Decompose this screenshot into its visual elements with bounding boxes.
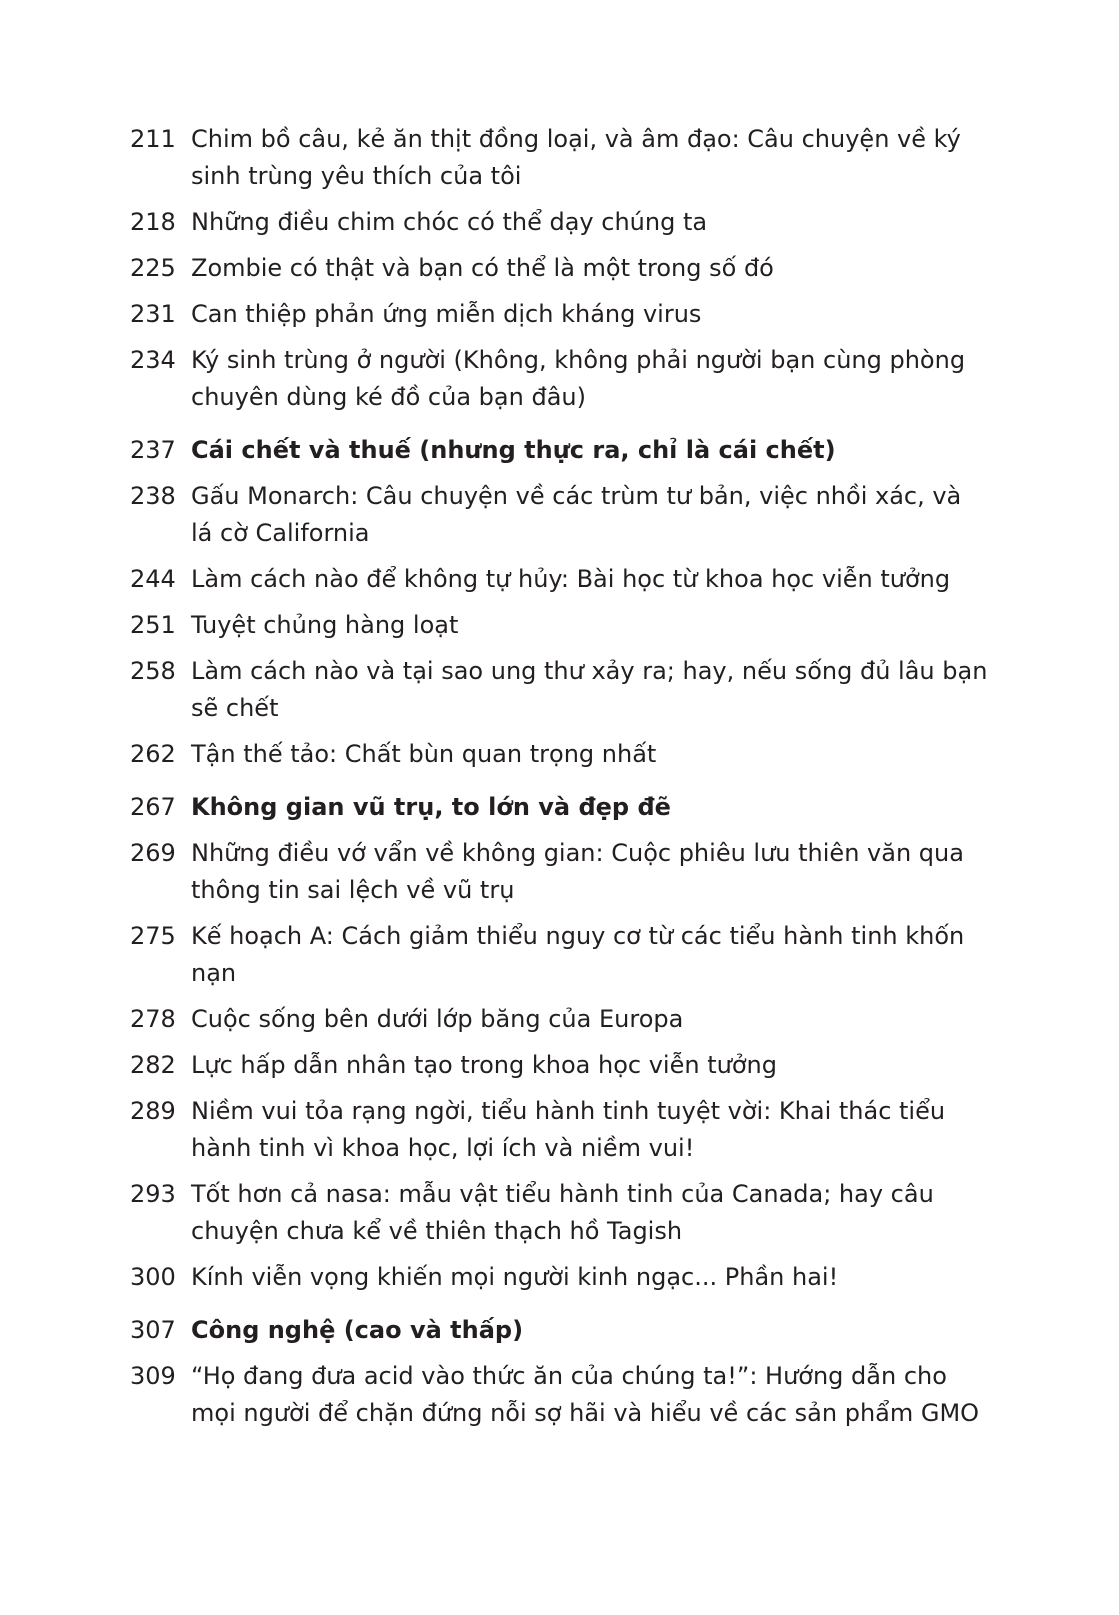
toc-title: Zombie có thật và bạn có thể là một trong số đó: [191, 254, 774, 282]
toc-page-number: 238: [130, 482, 176, 510]
toc-entry: [130, 653, 990, 727]
toc-entry: [130, 204, 990, 241]
toc-title: Kế hoạch A: Cách giảm thiểu nguy cơ từ các tiểu hành tinh khốn nạn: [191, 922, 965, 987]
toc-entry: [130, 1093, 990, 1167]
toc-section-title: Cái chết và thuế (nhưng thực ra, chỉ là cái chết): [191, 436, 836, 464]
table-of-contents: [130, 121, 990, 1441]
toc-title: Tận thế tảo: Chất bùn quan trọng nhất: [191, 740, 657, 768]
toc-page-number: 244: [130, 565, 176, 593]
toc-page-number: 293: [130, 1180, 176, 1208]
toc-title: Tuyệt chủng hàng loạt: [191, 611, 459, 639]
toc-title: Can thiệp phản ứng miễn dịch kháng virus: [191, 300, 702, 328]
toc-entry: [130, 607, 990, 644]
toc-page-number: 262: [130, 740, 176, 768]
toc-title: Những điều chim chóc có thể dạy chúng ta: [191, 208, 708, 236]
toc-page-number: 211: [130, 125, 176, 153]
toc-page-number: 275: [130, 922, 176, 950]
toc-entry: [130, 342, 990, 416]
toc-page-number: 237: [130, 436, 176, 464]
toc-entry: [130, 296, 990, 333]
toc-page-number: 231: [130, 300, 176, 328]
toc-page-number: 218: [130, 208, 176, 236]
toc-entry: [130, 1259, 990, 1296]
toc-entry: [130, 478, 990, 552]
toc-entry: [130, 736, 990, 773]
toc-page-number: 282: [130, 1051, 176, 1079]
toc-section-heading: [130, 789, 990, 826]
toc-page-number: 234: [130, 346, 176, 374]
toc-title: Ký sinh trùng ở người (Không, không phải người bạn cùng phòng chuyên dùng ké đồ của bạn đâu): [191, 346, 966, 411]
toc-page-number: 267: [130, 793, 176, 821]
toc-page-number: 251: [130, 611, 176, 639]
toc-title: Lực hấp dẫn nhân tạo trong khoa học viễn tưởng: [191, 1051, 777, 1079]
toc-entry: [130, 1047, 990, 1084]
toc-page-number: 300: [130, 1263, 176, 1291]
toc-title: “Họ đang đưa acid vào thức ăn của chúng ta!”: Hướng dẫn cho mọi người để chặn đứng nỗi sợ hãi và hiểu về các sản phẩm GMO: [191, 1362, 980, 1427]
toc-page-number: 309: [130, 1362, 176, 1390]
toc-page-number: 307: [130, 1316, 176, 1344]
toc-section-heading: [130, 1312, 990, 1349]
toc-entry: [130, 121, 990, 195]
toc-title: Gấu Monarch: Câu chuyện về các trùm tư bản, việc nhồi xác, và lá cờ California: [191, 482, 962, 547]
toc-title: Những điều vớ vẩn về không gian: Cuộc phiêu lưu thiên văn qua thông tin sai lệch về vũ trụ: [191, 839, 964, 904]
toc-entry: [130, 1358, 990, 1432]
toc-page-number: 289: [130, 1097, 176, 1125]
toc-entry: [130, 561, 990, 598]
toc-section-title: Không gian vũ trụ, to lớn và đẹp đẽ: [191, 793, 671, 821]
toc-title: Kính viễn vọng khiến mọi người kinh ngạc... Phần hai!: [191, 1263, 839, 1291]
toc-entry: [130, 250, 990, 287]
toc-section-title: Công nghệ (cao và thấp): [191, 1316, 524, 1344]
toc-page-number: 269: [130, 839, 176, 867]
toc-title: Làm cách nào để không tự hủy: Bài học từ khoa học viễn tưởng: [191, 565, 951, 593]
toc-title: Làm cách nào và tại sao ung thư xảy ra; hay, nếu sống đủ lâu bạn sẽ chết: [191, 657, 988, 722]
toc-title: Niềm vui tỏa rạng ngời, tiểu hành tinh tuyệt vời: Khai thác tiểu hành tinh vì khoa học, lợi ích và niềm vui!: [191, 1097, 946, 1162]
toc-page-number: 278: [130, 1005, 176, 1033]
toc-entry: [130, 1176, 990, 1250]
toc-section-heading: [130, 432, 990, 469]
toc-title: Chim bồ câu, kẻ ăn thịt đồng loại, và âm đạo: Câu chuyện về ký sinh trùng yêu thích của tôi: [191, 125, 961, 190]
toc-page-number: 258: [130, 657, 176, 685]
toc-page-number: 225: [130, 254, 176, 282]
toc-entry: [130, 1001, 990, 1038]
toc-title: Tốt hơn cả nasa: mẫu vật tiểu hành tinh của Canada; hay câu chuyện chưa kể về thiên thạch hồ Tagish: [191, 1180, 934, 1245]
toc-entry: [130, 918, 990, 992]
toc-entry: [130, 835, 990, 909]
toc-title: Cuộc sống bên dưới lớp băng của Europa: [191, 1005, 684, 1033]
